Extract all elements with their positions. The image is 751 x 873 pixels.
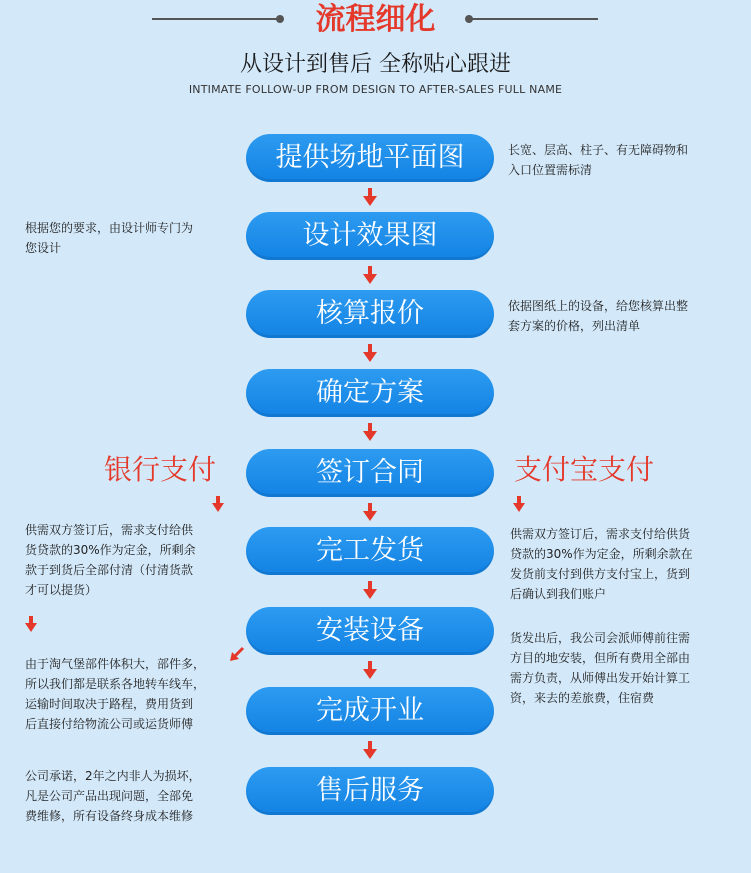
step-site-plan: 提供场地平面图 [246,134,494,182]
step-design-render: 设计效果图 [246,212,494,260]
note-alipay-payment: 供需双方签订后，需求支付给供货 贷款的30%作为定金，所剩余款在 发货前支付到供方支付宝上，货到 后确认到我们账户 [510,527,693,601]
note-install: 货发出后，我公司会派师傅前往需 方目的地安装，但所有费用全部由 需方负责，从师傅出发开始计算工 资，来去的差旅费，住宿费 [510,631,691,705]
page-english-subtitle: INTIMATE FOLLOW-UP FROM DESIGN TO AFTER-SALES FULL NAME [188,83,563,96]
note-bank-payment: 供需双方签订后，需求支付给供 货贷款的30%作为定金，所剩余 款于到货后全部付清（付清货款 才可以提货） [25,523,196,597]
down-arrow-icon [363,581,377,599]
note-design: 根据您的要求，由设计师专门为 您设计 [25,221,194,255]
note-site-plan: 长宽、层高、柱子、有无障碍物和 入口位置需标清 [508,143,689,177]
down-arrow-icon [363,266,377,284]
step-confirm-plan: 确定方案 [246,369,494,417]
down-arrow-icon [25,616,37,632]
down-arrow-icon [363,344,377,362]
down-arrow-icon [363,661,377,679]
down-arrow-icon [363,423,377,441]
payment-alipay-title: 支付宝支付 [514,453,655,486]
step-ship: 完工发货 [246,527,494,575]
note-shipping: 由于淘气堡部件体积大，部件多， 所以我们都是联系各地转车线车， 运输时间取决于路程，费用货到 后直接付给物流公司或运货师傅 [25,657,206,731]
down-arrow-icon [513,496,525,512]
down-arrow-icon [363,188,377,206]
step-install: 安装设备 [246,607,494,655]
step-sign-contract: 签订合同 [246,449,494,497]
page-title: 流程细化 [315,2,436,37]
page-subtitle: 从设计到售后 全称贴心跟进 [240,52,511,77]
payment-bank-title: 银行支付 [104,453,217,486]
note-quote: 依据图纸上的设备，给您核算出整 套方案的价格，列出清单 [508,299,689,333]
step-open: 完成开业 [246,687,494,735]
down-arrow-icon [212,496,224,512]
note-after-sale: 公司承诺，2年之内非人为损坏， 凡是公司产品出现问题，全部免 费维修，所有设备终身成本维修 [25,769,201,823]
down-arrow-icon [363,741,377,759]
step-quote: 核算报价 [246,290,494,338]
down-arrow-icon [363,503,377,521]
step-after-sale: 售后服务 [246,767,494,815]
